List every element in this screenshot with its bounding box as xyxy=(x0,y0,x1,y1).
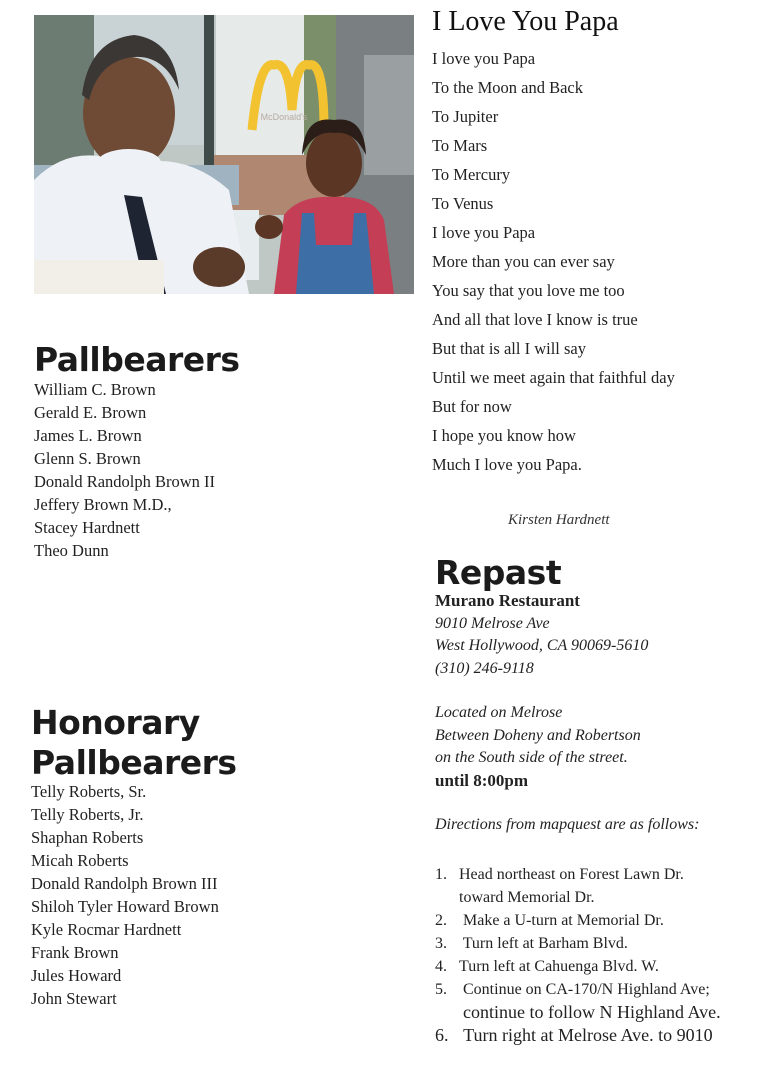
spacer xyxy=(435,792,699,814)
poem-line: To the Moon and Back xyxy=(432,78,583,97)
photo-illustration xyxy=(34,15,414,294)
direction-step xyxy=(435,932,721,955)
poem-line: To Venus xyxy=(432,194,494,213)
direction-step-continued xyxy=(435,886,721,909)
step-text: continue to follow N Highland Ave. xyxy=(463,1002,721,1022)
repast-details xyxy=(435,590,699,837)
pallbearer-name: James L. Brown xyxy=(34,426,142,445)
step-text: Turn right at Melrose Ave. to 9010 xyxy=(459,1025,713,1045)
pallbearers-list xyxy=(34,378,215,562)
poem-line: I love you Papa xyxy=(432,223,536,242)
poem-author: Kirsten Hardnett xyxy=(508,512,610,528)
step-text: Continue on CA-170/N Highland Ave; xyxy=(459,981,710,998)
honorary-pallbearers-list xyxy=(31,780,219,1010)
poem-line: To Mercury xyxy=(432,165,511,184)
honorary-pallbearer-name: Frank Brown xyxy=(31,943,119,962)
pallbearer-name: Theo Dunn xyxy=(34,541,109,560)
location-line3: on the South side of the street. xyxy=(435,749,628,766)
directions-intro: Directions from mapquest are as follows: xyxy=(435,816,700,833)
step-number: 5. xyxy=(435,981,447,998)
poem-title: I Love You Papa xyxy=(432,6,619,37)
poem-body xyxy=(432,44,675,479)
pallbearer-name: Stacey Hardnett xyxy=(34,518,140,537)
pallbearer-name: Donald Randolph Brown II xyxy=(34,472,216,491)
pallbearers-heading: Pallbearers xyxy=(34,340,240,379)
honorary-pallbearer-name: Jules Howard xyxy=(31,966,122,985)
honorary-pallbearer-name: Shaphan Roberts xyxy=(31,828,144,847)
poem-line: To Mars xyxy=(432,136,488,155)
honorary-heading-line2: Pallbearers xyxy=(31,743,237,782)
direction-step-continued xyxy=(435,1001,721,1024)
memorial-photo xyxy=(34,15,414,294)
pallbearer-name: William C. Brown xyxy=(34,380,156,399)
direction-step xyxy=(435,955,721,978)
honorary-pallbearer-name: Micah Roberts xyxy=(31,851,129,870)
honorary-heading-line1: Honorary xyxy=(31,703,200,742)
address-line2: West Hollywood, CA 90069-5610 xyxy=(435,637,649,654)
directions-list xyxy=(435,863,721,1047)
poem-line: But that is all I will say xyxy=(432,339,586,358)
direction-step xyxy=(435,978,721,1001)
poem-line: And all that love I know is true xyxy=(432,310,638,329)
honorary-pallbearer-name: Telly Roberts, Sr. xyxy=(31,782,147,801)
location-line2: Between Doheny and Robertson xyxy=(435,726,641,744)
step-text: Make a U-turn at Memorial Dr. xyxy=(459,912,664,929)
poem-line: Much I love you Papa. xyxy=(432,455,582,474)
restaurant-name: Murano Restaurant xyxy=(435,591,580,610)
repast-heading: Repast xyxy=(435,553,562,592)
direction-step xyxy=(435,909,721,932)
spacer xyxy=(435,680,699,702)
step-number: 3. xyxy=(435,935,447,952)
honorary-pallbearers-heading xyxy=(31,703,237,783)
honorary-pallbearer-name: Shiloh Tyler Howard Brown xyxy=(31,897,219,916)
direction-step xyxy=(435,1024,721,1047)
honorary-pallbearer-name: Kyle Rocmar Hardnett xyxy=(31,920,182,939)
step-text: toward Memorial Dr. xyxy=(459,889,595,906)
step-text: Turn left at Cahuenga Blvd. W. xyxy=(459,958,659,975)
pallbearer-name: Gerald E. Brown xyxy=(34,403,147,422)
honorary-pallbearer-name: Donald Randolph Brown III xyxy=(31,874,218,893)
pallbearer-name: Glenn S. Brown xyxy=(34,449,141,468)
poem-line: I love you Papa xyxy=(432,49,536,68)
step-number: 2. xyxy=(435,912,447,929)
address-line1: 9010 Melrose Ave xyxy=(435,614,550,632)
direction-step xyxy=(435,863,721,886)
sign-text: McDonald's xyxy=(260,112,308,122)
poem-line: To Jupiter xyxy=(432,107,499,126)
honorary-pallbearer-name: John Stewart xyxy=(31,989,117,1008)
poem-line: More than you can ever say xyxy=(432,252,615,271)
step-text: Head northeast on Forest Lawn Dr. xyxy=(459,866,684,883)
pallbearer-name: Jeffery Brown M.D., xyxy=(34,495,172,514)
poem-line: But for now xyxy=(432,397,512,416)
poem-line: Until we meet again that faithful day xyxy=(432,368,675,387)
poem-line: I hope you know how xyxy=(432,426,576,445)
honorary-pallbearer-name: Telly Roberts, Jr. xyxy=(31,805,144,824)
step-number: 6. xyxy=(435,1025,449,1045)
step-text: Turn left at Barham Blvd. xyxy=(459,935,628,952)
location-line1: Located on Melrose xyxy=(435,704,563,721)
closing-time: until 8:00pm xyxy=(435,770,529,790)
poem-line: You say that you love me too xyxy=(432,281,625,300)
step-number: 4. xyxy=(435,958,447,975)
step-number: 1. xyxy=(435,866,447,883)
phone-number: (310) 246-9118 xyxy=(435,659,534,677)
